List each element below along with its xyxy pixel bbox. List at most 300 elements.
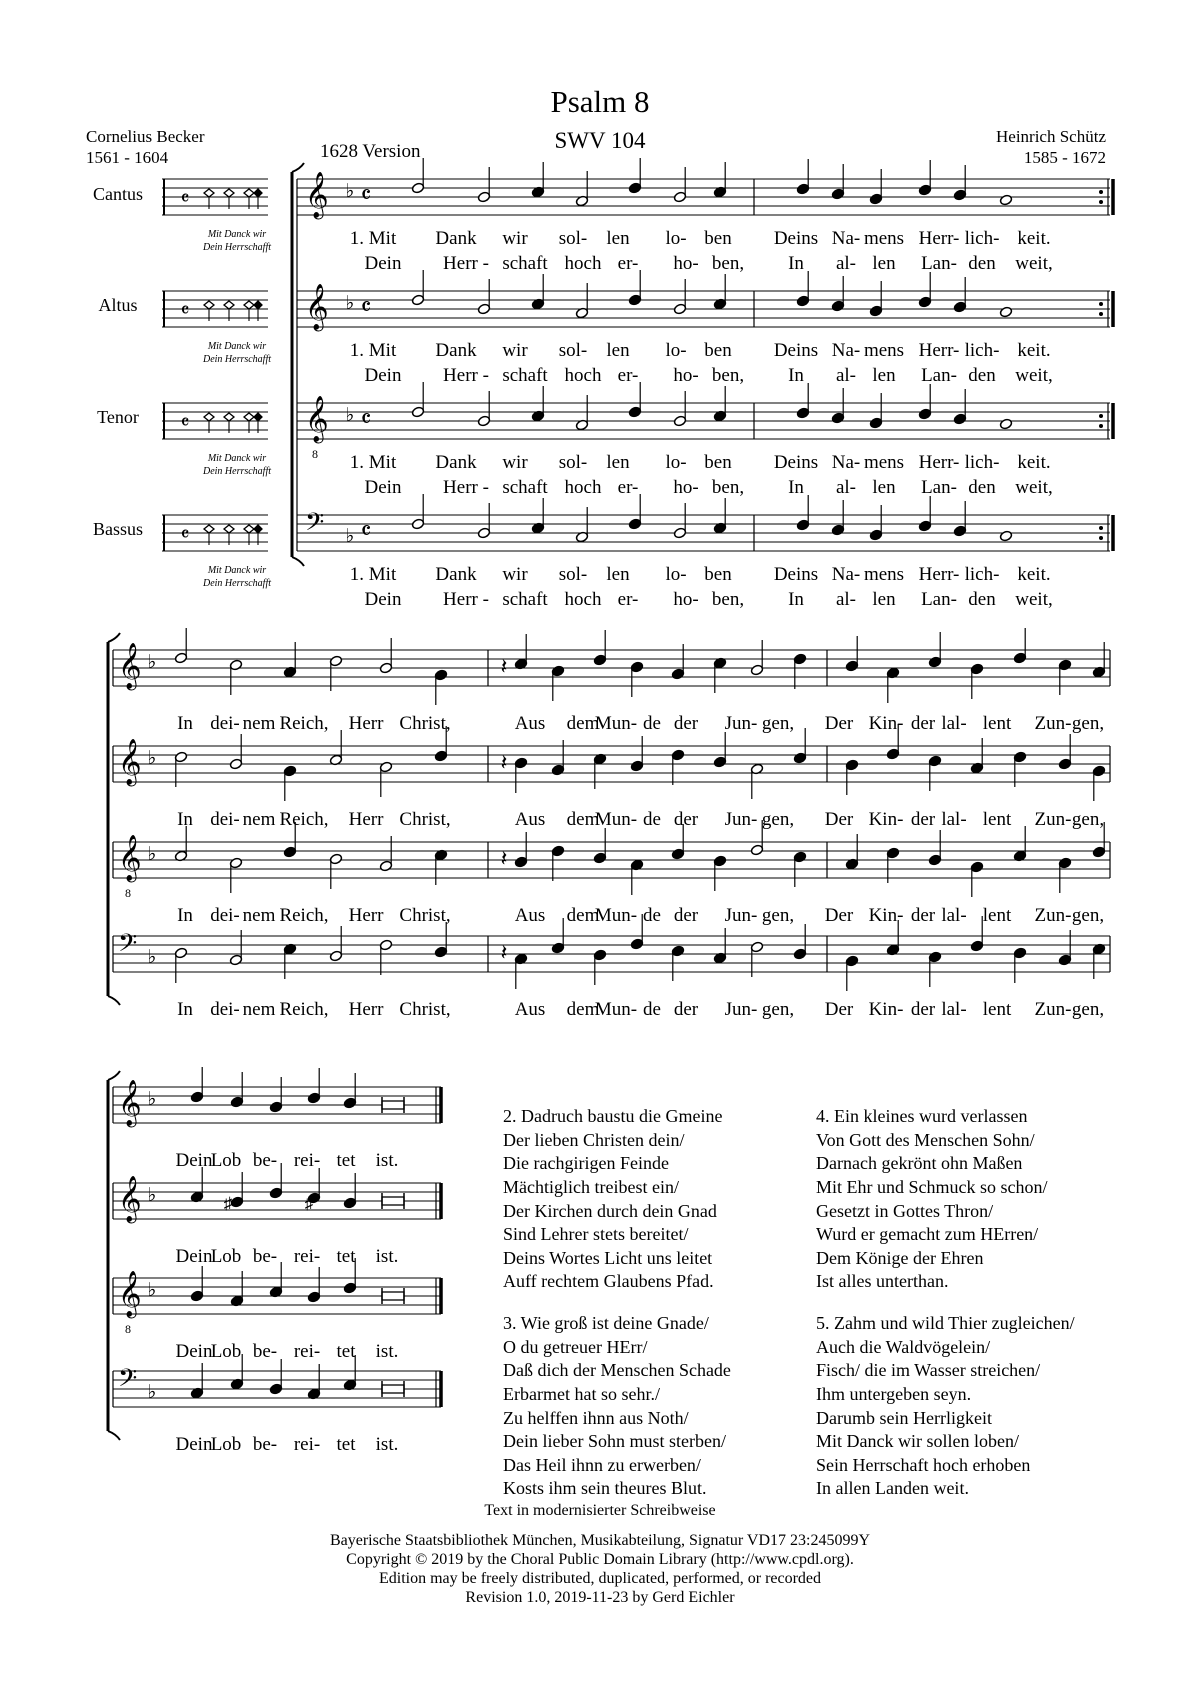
flat-icon: ♭ xyxy=(345,526,355,547)
lyric-syllable: tet xyxy=(336,1150,356,1171)
voice-name: Cantus xyxy=(92,184,144,204)
lyric-syllable: Mun- xyxy=(594,713,638,734)
quarter-rest-icon: 𝄽 xyxy=(500,654,508,679)
system-3 xyxy=(108,1067,441,1455)
lyric-syllable: tet xyxy=(336,1246,356,1267)
lyric-syllable: Jun- xyxy=(724,999,758,1020)
quarter-rest-icon: 𝄽 xyxy=(500,940,508,965)
octave-8-label: 8 xyxy=(312,447,318,461)
incipit-note xyxy=(254,189,262,197)
lyric-syllable: nem xyxy=(242,999,276,1020)
repeat-dot xyxy=(1099,424,1103,428)
notehead xyxy=(999,306,1012,318)
lyric-syllable: der xyxy=(673,999,699,1020)
lyric-syllable: mens xyxy=(863,228,905,249)
lyric-syllable: Herr xyxy=(348,999,384,1020)
incipit-text: Dein Herrschafft xyxy=(202,242,272,253)
treble-clef-icon: 𝄞 xyxy=(118,1271,142,1316)
lyric-syllable: Kin- xyxy=(868,809,904,830)
incipit-note xyxy=(244,413,254,421)
lyric-syllable: rei- xyxy=(293,1246,321,1267)
lyric-syllable: lent xyxy=(982,809,1012,830)
lyric-syllable: Herr xyxy=(348,713,384,734)
incipit-note xyxy=(254,413,262,421)
lyric-syllable: lent xyxy=(982,905,1012,926)
lyric-syllable: Christ, xyxy=(399,809,451,830)
lyric-syllable: den xyxy=(968,477,996,498)
repeat-dot xyxy=(1099,526,1103,530)
lyric-syllable: len xyxy=(872,589,896,610)
lyric-syllable: In xyxy=(177,809,193,830)
incipit-note xyxy=(254,525,262,533)
lyric-syllable: den xyxy=(968,253,996,274)
octave-8-label: 8 xyxy=(125,886,131,900)
stanza-2: 2. Dadruch baustu die Gmeine Der lieben Christen dein/ Die rachgirigen Feinde Mächtiglich treibest ein/ Der Kirchen durch dein Gnad Sind Lehrer stets bereitet/ Deins Wortes Licht uns leitet Auff rechtem Glaubens Pfad. xyxy=(503,1106,723,1292)
common-time-icon: 𝄴 xyxy=(180,524,190,546)
lyric-syllable: ist. xyxy=(375,1434,399,1455)
lyric-syllable: Aus xyxy=(514,713,546,734)
bass-clef-icon: 𝄢 xyxy=(118,1365,138,1398)
lyric-syllable: lo- xyxy=(665,228,687,249)
flat-icon: ♭ xyxy=(147,1185,157,1206)
voice-name: Altus xyxy=(98,295,138,315)
lyric-syllable: Der xyxy=(824,905,854,926)
lyric-syllable: len xyxy=(872,253,896,274)
lyric-syllable: dei- xyxy=(210,905,240,926)
flat-icon: ♭ xyxy=(147,652,157,673)
lyric-syllable: 1. Mit xyxy=(349,452,397,473)
octave-8-label: 8 xyxy=(125,1322,131,1336)
common-time-icon: 𝄴 xyxy=(180,188,190,210)
incipit-text: Mit Danck wir xyxy=(207,229,267,240)
lyric-syllable: nem xyxy=(242,809,276,830)
page-subtitle: SWV 104 xyxy=(554,128,646,153)
treble-clef-icon: 𝄞 xyxy=(305,396,329,441)
lyric-syllable: Aus xyxy=(514,999,546,1020)
lyric-syllable: len xyxy=(606,340,630,361)
lyric-syllable: de xyxy=(643,905,661,926)
lyric-syllable: lo- xyxy=(665,564,687,585)
lyric-syllable: Zun- xyxy=(1034,999,1072,1020)
lyric-syllable: Dank xyxy=(435,228,477,249)
lyric-syllable: ho- xyxy=(673,253,699,274)
lyric-syllable: nem xyxy=(242,905,276,926)
lyric-syllable: gen, xyxy=(761,905,795,926)
footer-note: Text in modernisierter Schreibweise xyxy=(484,1502,716,1519)
lyric-syllable: Christ, xyxy=(399,905,451,926)
incipit-note xyxy=(224,413,234,421)
lyric-syllable: Herr- xyxy=(918,340,960,361)
footer-revision: Revision 1.0, 2019-11-23 by Gerd Eichler xyxy=(465,1589,735,1606)
quarter-rest-icon: 𝄽 xyxy=(500,846,508,871)
lyric-syllable: gen, xyxy=(1071,999,1105,1020)
lyric-syllable: gen, xyxy=(1071,809,1105,830)
lyric-syllable: der xyxy=(673,713,699,734)
lyric-syllable: Aus xyxy=(514,905,546,926)
lyric-syllable: Dein xyxy=(175,1150,213,1171)
lyric-syllable: be- xyxy=(252,1150,278,1171)
lyric-syllable: Der xyxy=(824,713,854,734)
lyric-syllable: Na- xyxy=(831,340,861,361)
lyric-syllable: Dein xyxy=(364,253,402,274)
lyric-syllable: dei- xyxy=(210,999,240,1020)
lyric-syllable: weit, xyxy=(1015,365,1053,386)
lyric-syllable: der xyxy=(910,999,936,1020)
lyric-syllable: Dein xyxy=(364,365,402,386)
lyric-syllable: Herr - xyxy=(443,589,489,610)
composer-dates: 1585 - 1672 xyxy=(1023,148,1106,167)
lyric-syllable: al- xyxy=(835,589,857,610)
incipit-note xyxy=(224,301,234,309)
lyric-syllable: Herr xyxy=(348,905,384,926)
lyric-syllable: Lan- xyxy=(921,589,957,610)
lyric-syllable: al- xyxy=(835,365,857,386)
lyric-syllable: ist. xyxy=(375,1341,399,1362)
lyric-syllable: In xyxy=(177,999,193,1020)
breve-note xyxy=(382,1101,404,1109)
lyric-syllable: lent xyxy=(982,713,1012,734)
lyric-syllable: Dein xyxy=(364,589,402,610)
lyric-syllable: rei- xyxy=(293,1150,321,1171)
lyric-syllable: Reich, xyxy=(279,809,329,830)
lyric-syllable: Lan- xyxy=(921,365,957,386)
incipit-text: Mit Danck wir xyxy=(207,341,267,352)
bracket-hook xyxy=(292,163,304,172)
lyric-syllable: Herr- xyxy=(918,228,960,249)
lyric-syllable: sol- xyxy=(558,564,588,585)
lyric-syllable: be- xyxy=(252,1246,278,1267)
lyric-syllable: Mun- xyxy=(594,905,638,926)
lyric-syllable: tet xyxy=(336,1434,356,1455)
lyric-syllable: lal- xyxy=(941,999,967,1020)
lyric-syllable: be- xyxy=(252,1341,278,1362)
lyric-syllable: Zun- xyxy=(1034,809,1072,830)
lyric-syllable: Jun- xyxy=(724,905,758,926)
lyric-syllable: Lan- xyxy=(921,253,957,274)
notehead xyxy=(999,530,1012,542)
lyric-syllable: Reich, xyxy=(279,713,329,734)
lyric-syllable: Dein xyxy=(175,1246,213,1267)
lyric-syllable: In xyxy=(788,589,804,610)
lyric-syllable: Kin- xyxy=(868,999,904,1020)
lyric-syllable: der xyxy=(910,713,936,734)
incipit-note xyxy=(244,525,254,533)
incipit-note xyxy=(224,525,234,533)
flat-icon: ♭ xyxy=(345,405,355,426)
repeat-dot xyxy=(1099,312,1103,316)
page-title: Psalm 8 xyxy=(550,84,650,119)
lyric-syllable: dei- xyxy=(210,809,240,830)
lyric-syllable: Lob xyxy=(210,1246,242,1267)
lyric-syllable: Deins xyxy=(773,228,819,249)
voice-name: Bassus xyxy=(92,519,144,539)
lyric-syllable: sol- xyxy=(558,228,588,249)
lyric-syllable: de xyxy=(643,713,661,734)
lyric-syllable: mens xyxy=(863,452,905,473)
lyric-syllable: Herr - xyxy=(443,253,489,274)
lyric-syllable: gen, xyxy=(1071,713,1105,734)
stanza-4: 4. Ein kleines wurd verlassen Von Gott des Menschen Sohn/ Darnach gekrönt ohn Maßen Mit Ehr und Schmuck so schon/ Gesetzt in Gottes Thron/ Wurd er gemacht zum HErren/ Dem Könige der Ehren Ist alles unterthan. xyxy=(816,1106,1048,1292)
lyric-syllable: lo- xyxy=(665,452,687,473)
lyric-syllable: ben, xyxy=(711,589,745,610)
lyric-syllable: hoch xyxy=(564,253,602,274)
lyric-syllable: weit, xyxy=(1015,589,1053,610)
lyric-syllable: Na- xyxy=(831,564,861,585)
lyric-syllable: Lob xyxy=(210,1150,242,1171)
repeat-dot xyxy=(1099,200,1103,204)
repeat-dot xyxy=(1099,190,1103,194)
incipit-note xyxy=(254,301,262,309)
lyric-syllable: wir xyxy=(502,452,528,473)
incipit-text: Mit Danck wir xyxy=(207,565,267,576)
lyric-syllable: den xyxy=(968,365,996,386)
lyric-syllable: Aus xyxy=(514,809,546,830)
lyric-syllable: In xyxy=(177,905,193,926)
lyric-syllable: Christ, xyxy=(399,999,451,1020)
common-time-icon: 𝄴 xyxy=(360,407,372,433)
lyric-syllable: er- xyxy=(617,365,639,386)
common-time-icon: 𝄴 xyxy=(180,412,190,434)
common-time-icon: 𝄴 xyxy=(180,300,190,322)
lyric-syllable: der xyxy=(673,809,699,830)
lyric-syllable: schaft xyxy=(502,589,548,610)
lyric-syllable: Zun- xyxy=(1034,905,1072,926)
lyric-syllable: Mun- xyxy=(594,999,638,1020)
lyric-syllable: In xyxy=(788,365,804,386)
lyric-syllable: schaft xyxy=(502,365,548,386)
lyric-syllable: dem xyxy=(566,809,600,830)
lyric-syllable: In xyxy=(788,477,804,498)
lyric-syllable: ben, xyxy=(711,477,745,498)
lyric-syllable: al- xyxy=(835,477,857,498)
lyric-syllable: sol- xyxy=(558,340,588,361)
lyric-syllable: wir xyxy=(502,340,528,361)
incipit-note xyxy=(204,525,214,533)
lyric-syllable: ben xyxy=(704,228,732,249)
lyric-syllable: weit, xyxy=(1015,253,1053,274)
common-time-icon: 𝄴 xyxy=(360,183,372,209)
lyric-syllable: len xyxy=(606,452,630,473)
lyric-syllable: der xyxy=(910,809,936,830)
system-1 xyxy=(93,158,1113,610)
lyric-syllable: de xyxy=(643,809,661,830)
lyric-syllable: sol- xyxy=(558,452,588,473)
lyric-syllable: lich- xyxy=(964,452,1000,473)
lyric-syllable: dem xyxy=(566,999,600,1020)
treble-clef-icon: 𝄞 xyxy=(118,1176,142,1221)
lyric-syllable: Herr - xyxy=(443,365,489,386)
incipit-note xyxy=(204,413,214,421)
lyric-syllable: Herr- xyxy=(918,564,960,585)
treble-clef-icon: 𝄞 xyxy=(305,284,329,329)
lyric-syllable: der xyxy=(673,905,699,926)
lyric-syllable: Lob xyxy=(210,1341,242,1362)
lyric-syllable: lich- xyxy=(964,228,1000,249)
breve-note xyxy=(382,1197,404,1205)
bracket-hook xyxy=(108,996,120,1005)
incipit-text: Mit Danck wir xyxy=(207,453,267,464)
lyric-syllable: Deins xyxy=(773,452,819,473)
lyric-syllable: den xyxy=(968,589,996,610)
lyric-syllable: hoch xyxy=(564,477,602,498)
repeat-dot xyxy=(1099,302,1103,306)
lyric-syllable: gen, xyxy=(761,999,795,1020)
flat-icon: ♭ xyxy=(147,1382,157,1403)
lyric-syllable: keit. xyxy=(1017,340,1051,361)
lyric-syllable: Zun- xyxy=(1034,713,1072,734)
lyric-syllable: Na- xyxy=(831,452,861,473)
lyric-syllable: Dank xyxy=(435,340,477,361)
lyric-syllable: mens xyxy=(863,564,905,585)
lyric-syllable: lich- xyxy=(964,564,1000,585)
lyric-syllable: Der xyxy=(824,999,854,1020)
lyric-syllable: Na- xyxy=(831,228,861,249)
lyric-syllable: len xyxy=(872,477,896,498)
lyric-syllable: Christ, xyxy=(399,713,451,734)
quarter-rest-icon: 𝄽 xyxy=(500,750,508,775)
lyric-syllable: 1. Mit xyxy=(349,228,397,249)
incipit-note xyxy=(204,301,214,309)
lyric-syllable: be- xyxy=(252,1434,278,1455)
lyric-syllable: Dank xyxy=(435,452,477,473)
incipit-text: Dein Herrschafft xyxy=(202,354,272,365)
common-time-icon: 𝄴 xyxy=(360,519,372,545)
flat-icon: ♭ xyxy=(345,181,355,202)
bass-clef-icon: 𝄢 xyxy=(118,930,138,963)
flat-icon: ♭ xyxy=(147,844,157,865)
version-label: 1628 Version xyxy=(320,141,421,162)
lyric-syllable: Mun- xyxy=(594,809,638,830)
stanza-3: 3. Wie groß ist deine Gnade/ O du getreuer HErr/ Daß dich der Menschen Schade Erbarmet hat so sehr./ Zu helffen ihnn aus Noth/ Dein lieber Sohn must sterben/ Das Heil ihnn zu erwerben/ Kosts ihm sein theures Blut. xyxy=(503,1313,731,1499)
lyric-syllable: tet xyxy=(336,1341,356,1362)
lyric-syllable: nem xyxy=(242,713,276,734)
lyric-syllable: gen, xyxy=(1071,905,1105,926)
lyric-syllable: Kin- xyxy=(868,905,904,926)
lyricist-dates: 1561 - 1604 xyxy=(86,148,169,167)
lyric-syllable: ist. xyxy=(375,1246,399,1267)
lyric-syllable: rei- xyxy=(293,1341,321,1362)
lyric-syllable: 1. Mit xyxy=(349,340,397,361)
lyric-syllable: Dein xyxy=(364,477,402,498)
lyric-syllable: lal- xyxy=(941,713,967,734)
lyric-syllable: ho- xyxy=(673,477,699,498)
lyric-syllable: In xyxy=(177,713,193,734)
sharp-icon: ♯ xyxy=(304,1194,314,1213)
footer-copyright: Copyright © 2019 by the Choral Public Domain Library (http://www.cpdl.org). xyxy=(346,1551,854,1568)
lyric-syllable: Reich, xyxy=(279,999,329,1020)
treble-clef-icon: 𝄞 xyxy=(118,739,142,784)
lyric-syllable: dem xyxy=(566,905,600,926)
bracket-hook xyxy=(108,633,120,642)
lyricist-name: Cornelius Becker xyxy=(86,127,205,146)
footer-license: Edition may be freely distributed, duplicated, performed, or recorded xyxy=(378,1570,822,1587)
incipit-text: Dein Herrschafft xyxy=(202,578,272,589)
treble-clef-icon: 𝄞 xyxy=(118,643,142,688)
lyric-syllable: keit. xyxy=(1017,564,1051,585)
lyric-syllable: hoch xyxy=(564,589,602,610)
lyric-syllable: lal- xyxy=(941,905,967,926)
treble-clef-icon: 𝄞 xyxy=(118,1080,142,1125)
lyric-syllable: er- xyxy=(617,589,639,610)
lyric-syllable: de xyxy=(643,999,661,1020)
incipit-note xyxy=(224,189,234,197)
lyric-syllable: len xyxy=(872,365,896,386)
lyric-syllable: ist. xyxy=(375,1150,399,1171)
incipit-note xyxy=(244,189,254,197)
notehead xyxy=(999,418,1012,430)
lyric-syllable: gen, xyxy=(761,713,795,734)
sharp-icon: ♯ xyxy=(223,1194,233,1213)
lyric-syllable: In xyxy=(788,253,804,274)
lyric-syllable: ben, xyxy=(711,253,745,274)
voice-name: Tenor xyxy=(97,407,139,427)
lyric-syllable: Deins xyxy=(773,340,819,361)
lyric-syllable: ho- xyxy=(673,365,699,386)
notehead xyxy=(999,194,1012,206)
lyric-syllable: er- xyxy=(617,477,639,498)
lyric-syllable: lal- xyxy=(941,809,967,830)
lyric-syllable: dem xyxy=(566,713,600,734)
system-2 xyxy=(108,628,1110,1020)
lyric-syllable: ho- xyxy=(673,589,699,610)
bracket-hook xyxy=(292,557,304,566)
lyric-syllable: 1. Mit xyxy=(349,564,397,585)
common-time-icon: 𝄴 xyxy=(360,295,372,321)
flat-icon: ♭ xyxy=(147,748,157,769)
lyric-syllable: Jun- xyxy=(724,713,758,734)
lyric-syllable: mens xyxy=(863,340,905,361)
lyric-syllable: Herr- xyxy=(918,452,960,473)
lyric-syllable: Herr xyxy=(348,809,384,830)
lyric-syllable: schaft xyxy=(502,477,548,498)
lyric-syllable: len xyxy=(606,228,630,249)
composer-name: Heinrich Schütz xyxy=(996,127,1106,146)
lyric-syllable: lich- xyxy=(964,340,1000,361)
lyric-syllable: weit, xyxy=(1015,477,1053,498)
lyric-syllable: schaft xyxy=(502,253,548,274)
lyric-syllable: lent xyxy=(982,999,1012,1020)
lyric-syllable: keit. xyxy=(1017,452,1051,473)
lyric-syllable: Reich, xyxy=(279,905,329,926)
incipit-note xyxy=(244,301,254,309)
repeat-dot xyxy=(1099,414,1103,418)
footer-source: Bayerische Staatsbibliothek München, Musikabteilung, Signatur VD17 23:245099Y xyxy=(329,1532,871,1549)
lyric-syllable: Herr - xyxy=(443,477,489,498)
lyric-syllable: al- xyxy=(835,253,857,274)
lyric-syllable: Lob xyxy=(210,1434,242,1455)
breve-note xyxy=(382,1292,404,1300)
bracket-hook xyxy=(108,1071,120,1080)
flat-icon: ♭ xyxy=(345,293,355,314)
lyric-syllable: hoch xyxy=(564,365,602,386)
incipit-text: Dein Herrschafft xyxy=(202,466,272,477)
lyric-syllable: Lan- xyxy=(921,477,957,498)
flat-icon: ♭ xyxy=(147,1280,157,1301)
lyric-syllable: gen, xyxy=(761,809,795,830)
lyric-syllable: len xyxy=(606,564,630,585)
bracket-hook xyxy=(108,1431,120,1440)
lyric-syllable: lo- xyxy=(665,340,687,361)
lyric-syllable: Kin- xyxy=(868,713,904,734)
treble-clef-icon: 𝄞 xyxy=(118,835,142,880)
flat-icon: ♭ xyxy=(147,947,157,968)
repeat-dot xyxy=(1099,536,1103,540)
lyric-syllable: der xyxy=(910,905,936,926)
stanza-5: 5. Zahm und wild Thier zugleichen/ Auch die Waldvögelein/ Fisch/ die im Wasser streichen/ Ihm untergeben seyn. Darumb sein Herrligkeit Mit Danck wir sollen loben/ Sein Herrschaft hoch erhoben In allen Landen weit. xyxy=(816,1313,1075,1499)
lyric-syllable: ben, xyxy=(711,365,745,386)
lyric-syllable: Dein xyxy=(175,1341,213,1362)
lyric-syllable: wir xyxy=(502,228,528,249)
